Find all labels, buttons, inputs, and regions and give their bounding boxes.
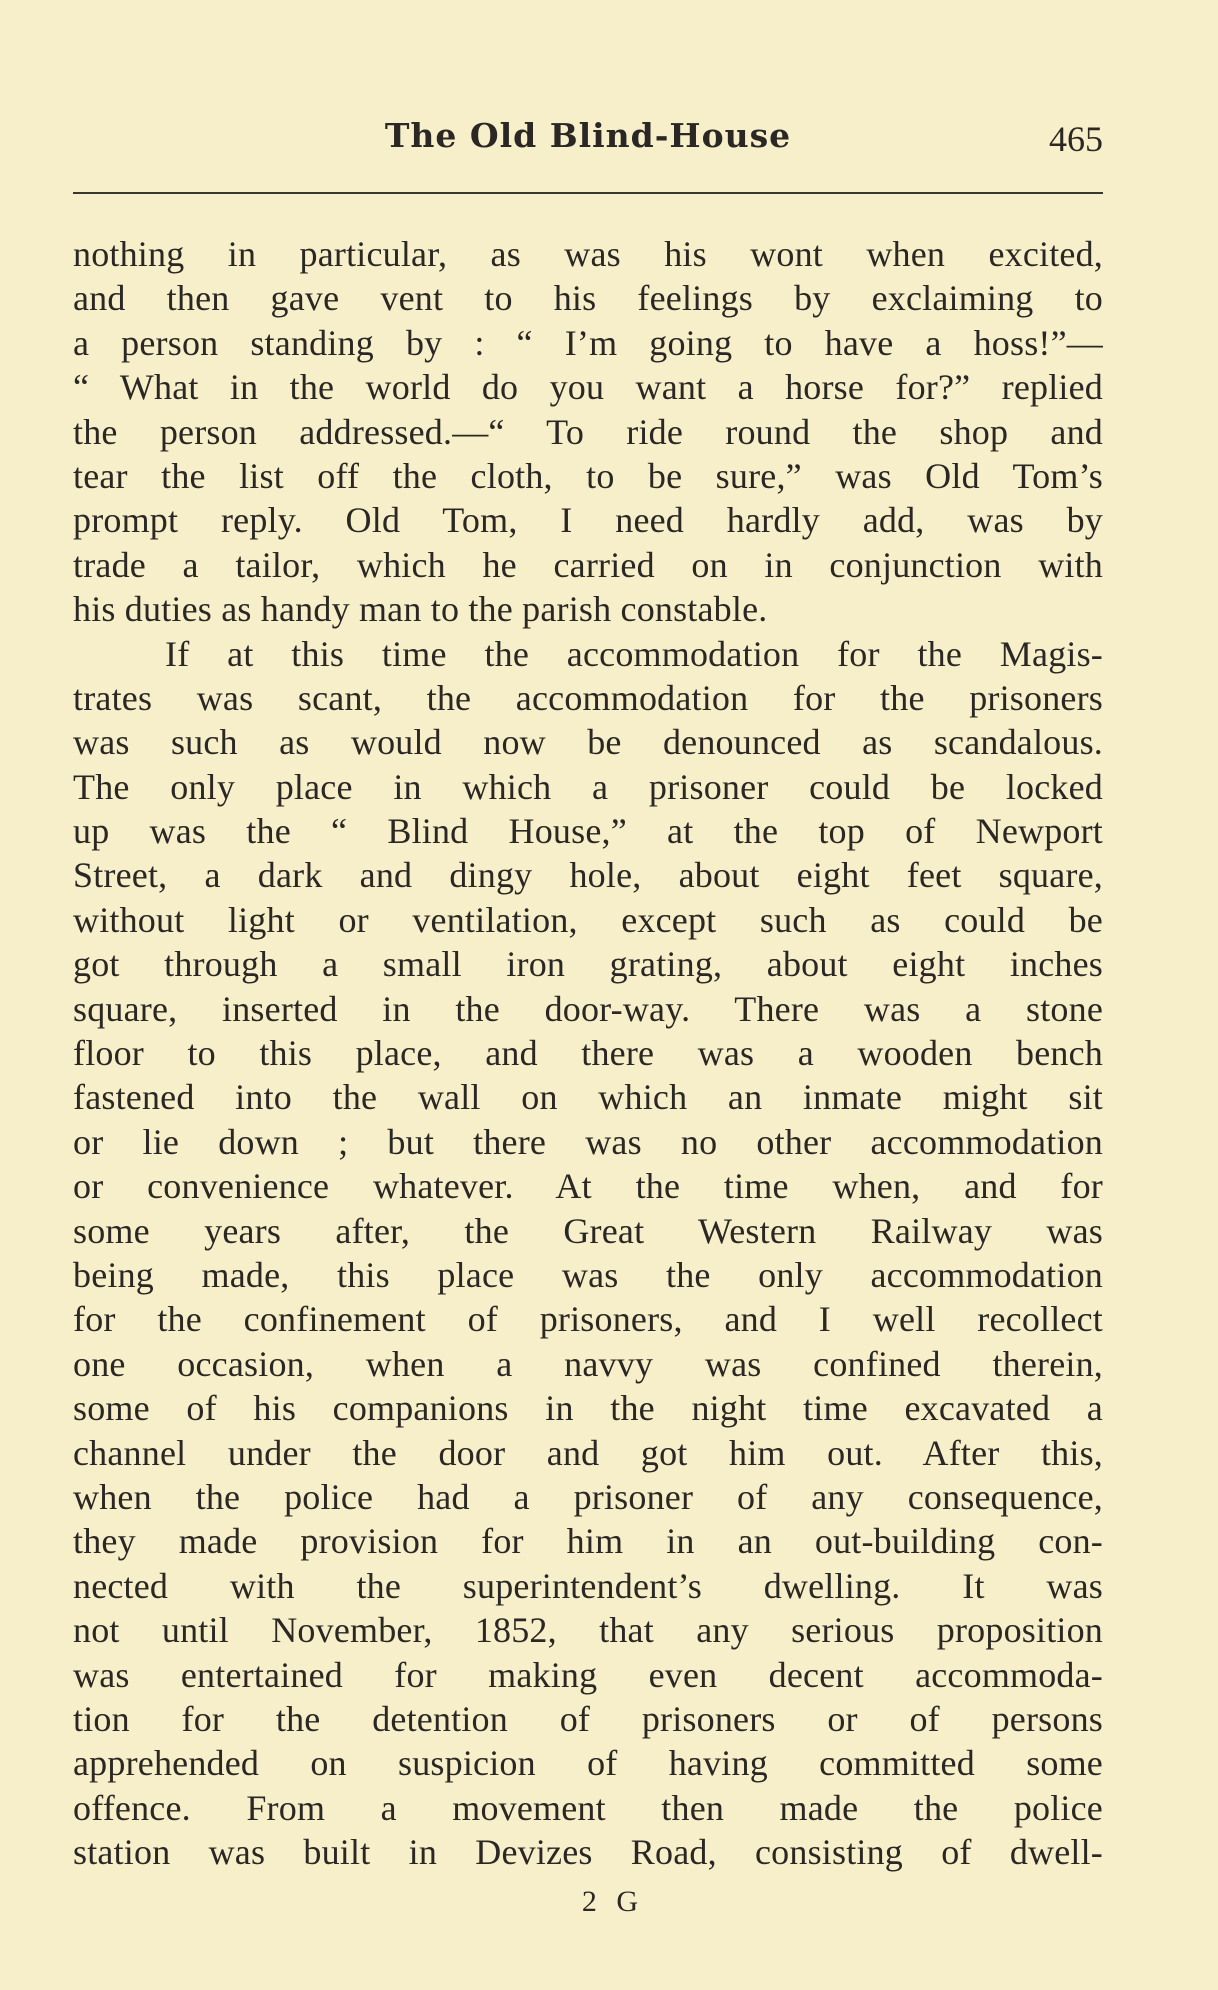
text-line: some of his companions in the night time excavated a <box>73 1388 1103 1429</box>
text-line: or convenience whatever. At the time when, and for <box>73 1166 1103 1207</box>
running-title: The Old Blind-House <box>384 116 792 155</box>
text-line: and then gave vent to his feelings by exclaiming to <box>73 278 1103 319</box>
text-line: some years after, the Great Western Railway was <box>73 1210 1103 1251</box>
text-line: one occasion, when a navvy was confined therein, <box>73 1343 1103 1384</box>
text-line: when the police had a prisoner of any consequence, <box>73 1476 1103 1517</box>
text-line: nothing in particular, as was his wont when excited, <box>73 234 1103 274</box>
text-line: they made provision for him in an out-building con- <box>73 1521 1103 1562</box>
text-line: not until November, 1852, that any serious proposition <box>73 1610 1103 1651</box>
text-line-paragraph-start: If at this time the accommodation for the Magis- <box>165 633 1103 674</box>
text-line: without light or ventilation, except such as could be <box>73 899 1103 940</box>
text-line: square, inserted in the door-way. There was a stone <box>73 988 1103 1029</box>
text-line: trates was scant, the accommodation for the prisoners <box>73 677 1103 718</box>
text-line: got through a small iron grating, about eight inches <box>73 944 1103 985</box>
text-line: “ What in the world do you want a horse for?” replied <box>73 367 1103 408</box>
running-head <box>73 110 1103 160</box>
text-line: The only place in which a prisoner could be locked <box>73 766 1103 807</box>
header-rule <box>73 192 1103 194</box>
text-line: was such as would now be denounced as scandalous. <box>73 722 1103 763</box>
text-line: tion for the detention of prisoners or of persons <box>73 1698 1103 1739</box>
page-number: 465 <box>1049 119 1103 159</box>
signature-mark: 2 G <box>581 1885 645 1918</box>
text-line: Street, a dark and dingy hole, about eight feet square, <box>73 855 1103 896</box>
text-line: floor to this place, and there was a wooden bench <box>73 1033 1103 1074</box>
body-text <box>73 232 1103 1874</box>
text-line: a person standing by : “ I’m going to have a hoss!”— <box>73 322 1103 363</box>
text-line: or lie down ; but there was no other accommodation <box>73 1121 1103 1162</box>
text-line: trade a tailor, which he carried on in conjunction with <box>73 544 1103 585</box>
text-line: fastened into the wall on which an inmate might sit <box>73 1077 1103 1118</box>
text-line: prompt reply. Old Tom, I need hardly add, was by <box>73 500 1103 541</box>
text-line-paragraph-end: his duties as handy man to the parish constable. <box>73 589 768 630</box>
text-line: being made, this place was the only accommodation <box>73 1254 1103 1295</box>
text-line: tear the list off the cloth, to be sure,” was Old Tom’s <box>73 455 1103 496</box>
text-line: was entertained for making even decent accommoda- <box>73 1654 1103 1695</box>
text-line: up was the “ Blind House,” at the top of Newport <box>73 811 1103 852</box>
text-line: channel under the door and got him out. After this, <box>73 1432 1103 1473</box>
text-line: offence. From a movement then made the police <box>73 1787 1103 1828</box>
text-line: station was built in Devizes Road, consisting of dwell- <box>73 1832 1103 1873</box>
text-line: nected with the superintendent’s dwelling. It was <box>73 1565 1103 1606</box>
text-line: the person addressed.—“ To ride round the shop and <box>73 411 1103 452</box>
text-line: apprehended on suspicion of having committed some <box>73 1743 1103 1784</box>
text-line: for the confinement of prisoners, and I well recollect <box>73 1299 1103 1340</box>
